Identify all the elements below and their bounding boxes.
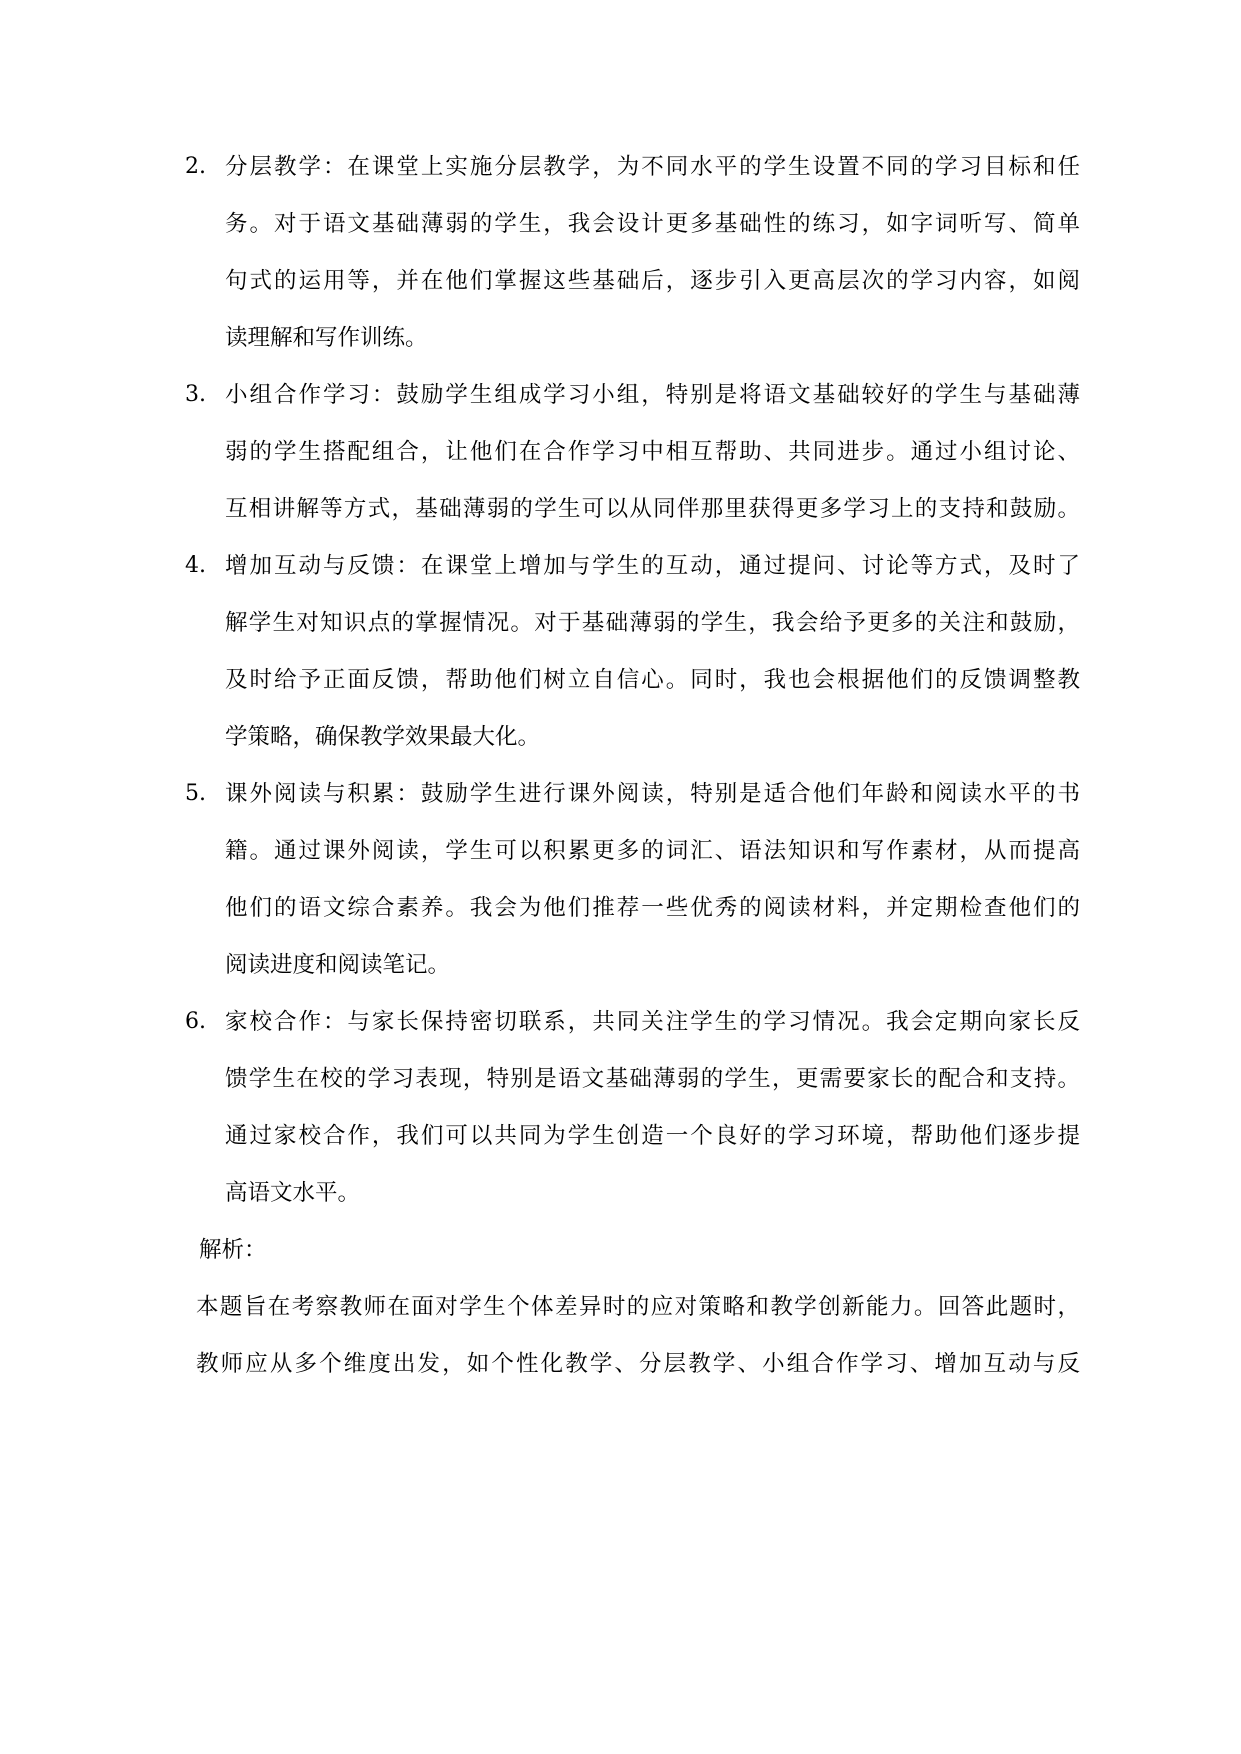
analysis-line: 教师应从多个维度出发，如个性化教学、分层教学、小组合作学习、增加互动与反 [196, 1351, 1080, 1377]
list-line: 务。对于语文基础薄弱的学生，我会设计更多基础性的练习，如字词听写、简单 [225, 211, 1080, 237]
list-line: 馈学生在校的学习表现，特别是语文基础薄弱的学生，更需要家长的配合和支持。 [225, 1066, 1080, 1092]
list-line: 读理解和写作训练。 [225, 325, 428, 351]
list-number: 6. [185, 1009, 206, 1034]
list-number: 3. [185, 382, 206, 407]
analysis-line: 本题旨在考察教师在面对学生个体差异时的应对策略和教学创新能力。回答此题时， [196, 1294, 1080, 1320]
list-line: 弱的学生搭配组合，让他们在合作学习中相互帮助、共同进步。通过小组讨论、 [225, 439, 1080, 465]
list-line: 解学生对知识点的掌握情况。对于基础薄弱的学生，我会给予更多的关注和鼓励， [225, 610, 1080, 636]
list-line: 小组合作学习：鼓励学生组成学习小组，特别是将语文基础较好的学生与基础薄 [225, 382, 1080, 408]
list-line: 互相讲解等方式，基础薄弱的学生可以从同伴那里获得更多学习上的支持和鼓励。 [225, 496, 1080, 522]
list-number: 2. [185, 154, 206, 179]
list-line: 通过家校合作，我们可以共同为学生创造一个良好的学习环境，帮助他们逐步提 [225, 1123, 1080, 1149]
list-line: 高语文水平。 [225, 1180, 361, 1206]
list-line: 课外阅读与积累：鼓励学生进行课外阅读，特别是适合他们年龄和阅读水平的书 [225, 781, 1080, 807]
list-line: 分层教学：在课堂上实施分层教学，为不同水平的学生设置不同的学习目标和任 [225, 154, 1080, 180]
list-line: 增加互动与反馈：在课堂上增加与学生的互动，通过提问、讨论等方式，及时了 [225, 553, 1080, 579]
analysis-heading: 解析： [199, 1237, 267, 1263]
list-line: 家校合作：与家长保持密切联系，共同关注学生的学习情况。我会定期向家长反 [225, 1009, 1080, 1035]
list-line: 籍。通过课外阅读，学生可以积累更多的词汇、语法知识和写作素材，从而提高 [225, 838, 1080, 864]
list-number: 5. [185, 781, 206, 806]
list-line: 阅读进度和阅读笔记。 [225, 952, 451, 978]
list-number: 4. [185, 553, 206, 578]
list-line: 及时给予正面反馈，帮助他们树立自信心。同时，我也会根据他们的反馈调整教 [225, 667, 1080, 693]
list-line: 他们的语文综合素养。我会为他们推荐一些优秀的阅读材料，并定期检查他们的 [225, 895, 1080, 921]
list-line: 句式的运用等，并在他们掌握这些基础后，逐步引入更高层次的学习内容，如阅 [225, 268, 1080, 294]
list-line: 学策略，确保教学效果最大化。 [225, 724, 541, 750]
